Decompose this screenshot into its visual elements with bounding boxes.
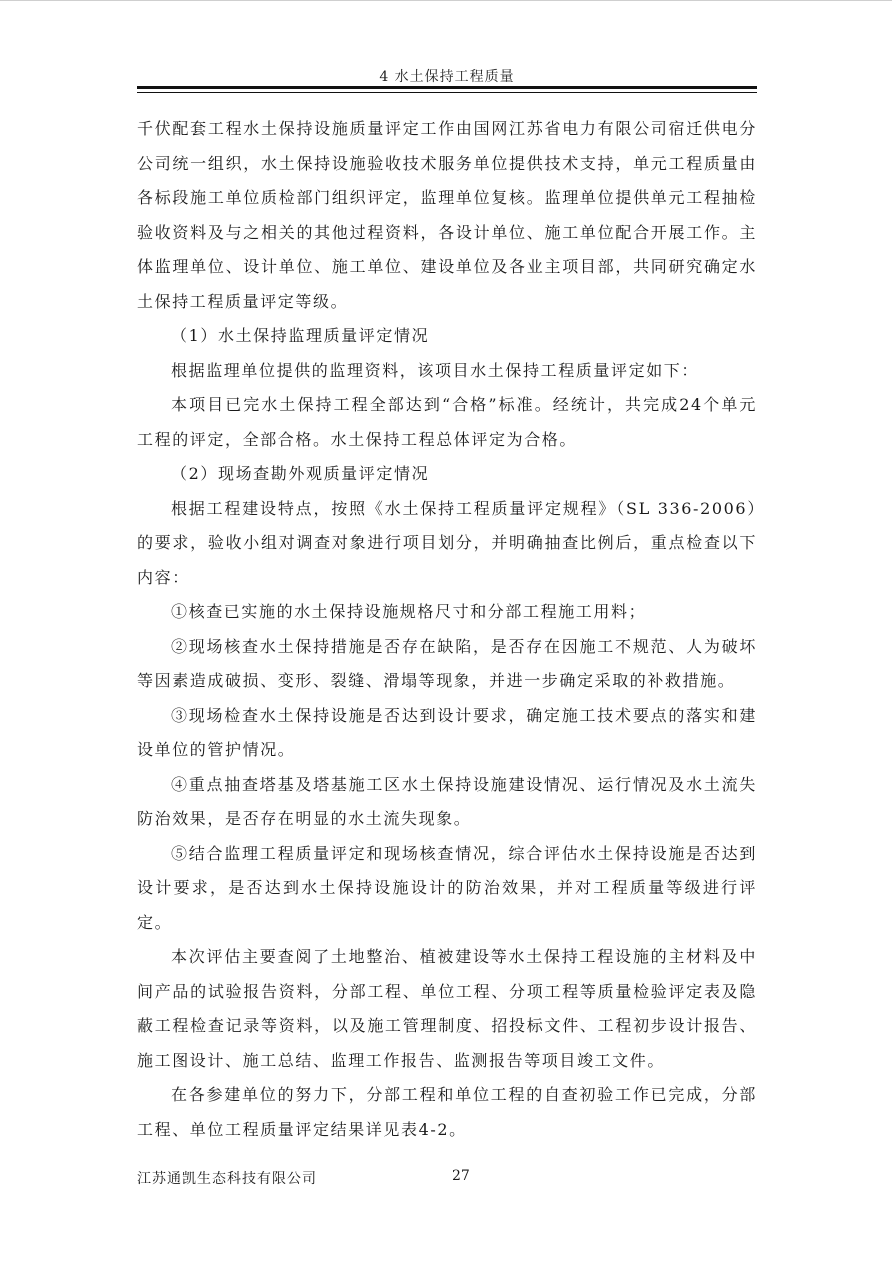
header-rule-thin [137, 92, 757, 93]
header-rule-thick [137, 86, 757, 89]
list-item: ②现场核查水土保持措施是否存在缺陷，是否存在因施工不规范、人为破坏等因素造成破损、变形、裂缝、滑塌等现象，并进一步确定采取的补救措施。 [137, 636, 757, 690]
list-item: ④重点抽查塔基及塔基施工区水土保持设施建设情况、运行情况及水土流失防治效果，是否存在明显的水土流失现象。 [137, 774, 757, 828]
document-body [137, 112, 757, 1147]
paragraph: 在各参建单位的努力下，分部工程和单位工程的自查初验工作已完成，分部工程、单位工程质量评定结果详见表4-2。 [137, 1085, 757, 1139]
paragraph: 本次评估主要查阅了土地整治、植被建设等水土保持工程设施的主材料及中间产品的试验报告资料，分部工程、单位工程、分项工程等质量检验评定表及隐蔽工程检查记录等资料，以及施工管理制度、招投标文件、工程初步设计报告、施工图设计、施工总结、监理工作报告、监测报告等项目竣工文件。 [137, 947, 757, 1070]
running-header-title: 4 水土保持工程质量 [379, 69, 515, 85]
subheading-supervision-quality: （1）水土保持监理质量评定情况 [171, 326, 430, 345]
footer-page-number: 27 [452, 1168, 470, 1184]
footer-company-name: 江苏通凯生态科技有限公司 [137, 1171, 317, 1187]
paragraph: 本项目已完水土保持工程全部达到“合格”标准。经统计，共完成24个单元工程的评定，全部合格。水土保持工程总体评定为合格。 [137, 395, 757, 449]
page-top-edge [0, 0, 892, 1]
list-item: ①核查已实施的水土保持设施规格尺寸和分部工程施工用料； [171, 602, 647, 621]
list-item: ⑤结合监理工程质量评定和现场核查情况，综合评估水土保持设施是否达到设计要求，是否达到水土保持设施设计的防治效果，并对工程质量等级进行评定。 [137, 843, 757, 932]
list-item: ③现场检查水土保持设施是否达到设计要求，确定施工技术要点的落实和建设单位的管护情况。 [137, 705, 757, 759]
subheading-site-inspection: （2）现场查勘外观质量评定情况 [171, 464, 430, 483]
paragraph-continuation: 千伏配套工程水土保持设施质量评定工作由国网江苏省电力有限公司宿迁供电分公司统一组织，水土保持设施验收技术服务单位提供技术支持，单元工程质量由各标段施工单位质检部门组织评定，监理单位复核。监理单位提供单元工程抽检验收资料及与之相关的其他过程资料，各设计单位、施工单位配合开展工作。主体监理单位、设计单位、施工单位、建设单位及各业主项目部，共同研究确定水土保持工程质量评定等级。 [137, 119, 757, 311]
paragraph: 根据工程建设特点，按照《水土保持工程质量评定规程》（SL 336-2006）的要求，验收小组对调查对象进行项目划分，并明确抽查比例后，重点检查以下内容： [137, 498, 757, 587]
paragraph: 根据监理单位提供的监理资料，该项目水土保持工程质量评定如下： [171, 360, 700, 380]
